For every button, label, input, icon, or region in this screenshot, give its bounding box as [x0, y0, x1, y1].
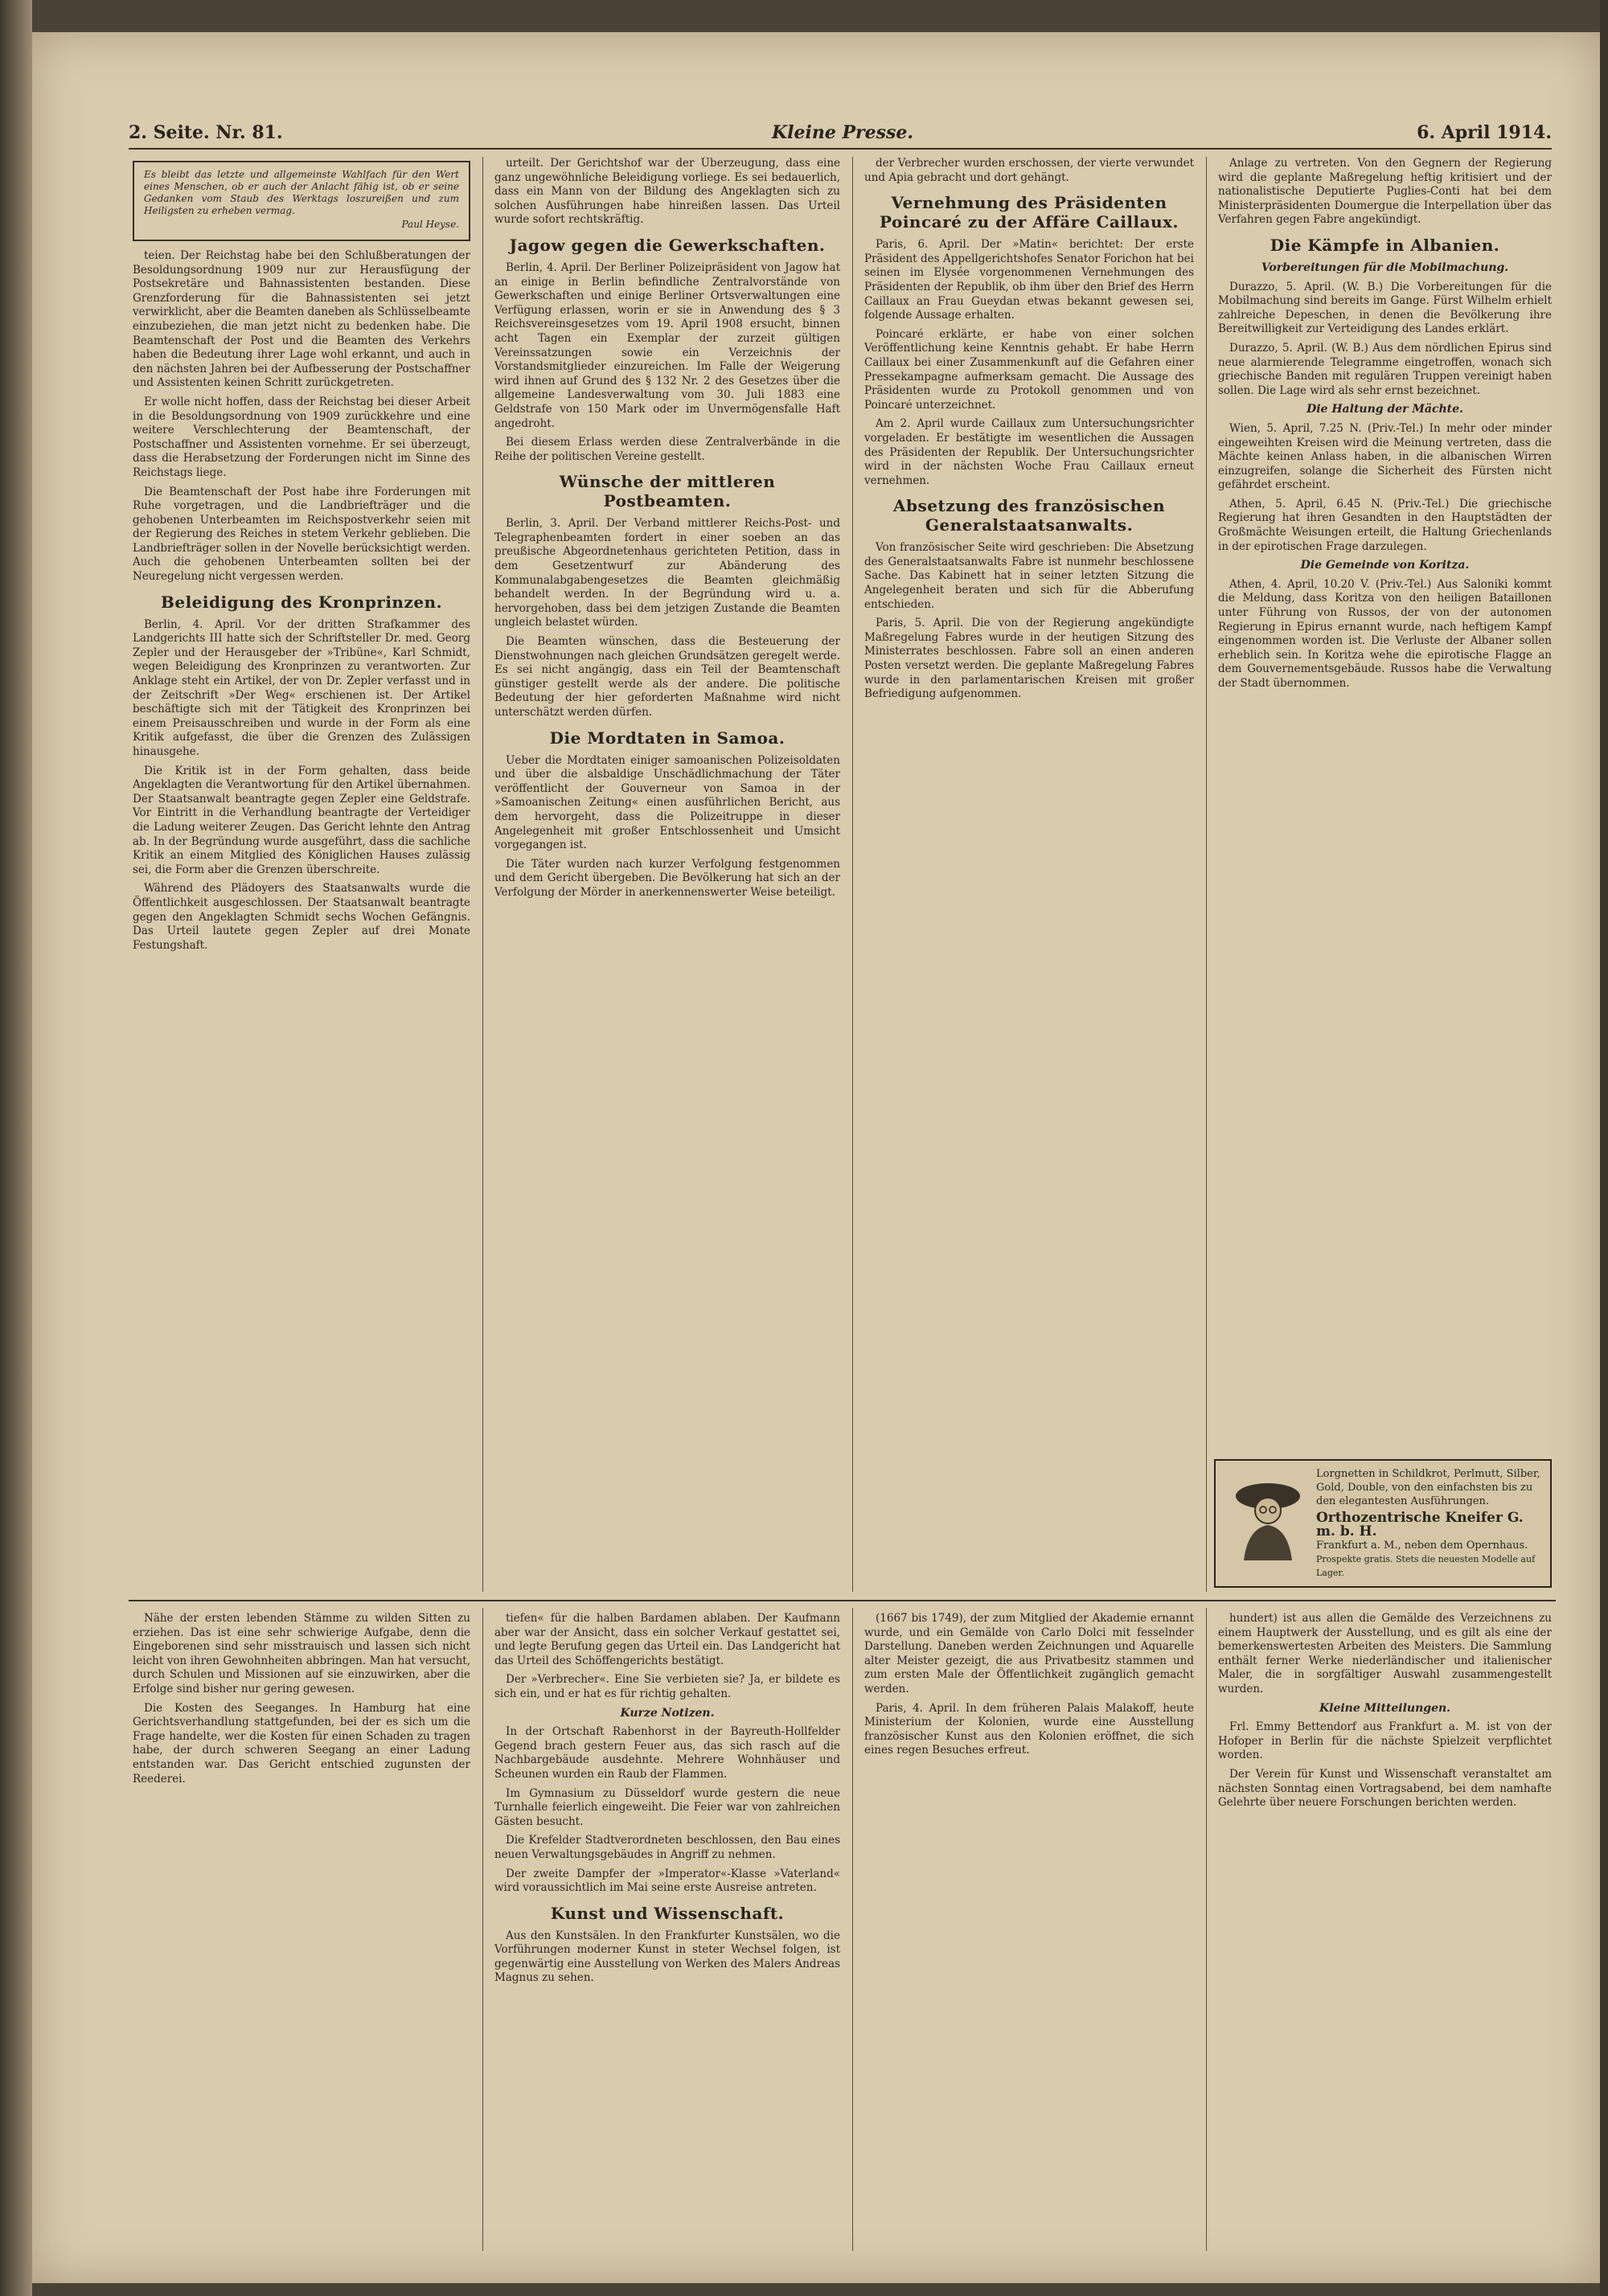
column-rule — [1206, 1608, 1207, 2251]
article-paragraph: Berlin, 4. April. Vor der dritten Strafkammer des Landgerichts III hatte sich der Schriftsteller Dr. med. Georg Zepler und der Herausgeber der »Tribüne«, Karl Schmidt, wegen Beleidigung des Kronprinzen zu verantworten. Zur Anklage steht ein Artikel, der von Dr. Zepler verfasst und in der Zeitschrift »Der Weg« erschienen ist. Der Artikel beschäftigte sich mit der Tätigkeit des Kronprinzen bei einem Preisausschreiben und wurde in der Form als eine Kritik aufgefasst, die über die Grenzen des Zulässigen hinausgehe. — [133, 617, 470, 758]
column-3 — [864, 157, 1194, 1592]
ad-brand: Orthozentrische Kneifer G. m. b. H. — [1316, 1510, 1524, 1540]
subhead-mobilmachung: Vorbereitungen für die Mobilmachung. — [1261, 260, 1509, 274]
article-paragraph: der Verbrecher wurden erschossen, der vierte verwundet und Apia gebracht und dort gehängt. — [864, 157, 1194, 184]
headline-poincare: Vernehmung des Präsidenten Poincaré zu der Affäre Caillaux. — [879, 193, 1179, 232]
article-paragraph: Während des Plädoyers des Staatsanwalts wurde die Öffentlichkeit ausgeschlossen. Der Staatsanwalt beantragte gegen den Angeklagten Schmidt sechs Wochen Gefängnis. Das Urteil lautete gegen Zepler auf drei Monate Festungshaft. — [133, 882, 470, 952]
article-paragraph: Durazzo, 5. April. (W. B.) Die Vorbereitungen für die Mobilmachung sind bereits im Gange. Fürst Wilhelm erhielt zahlreiche Depeschen, in denen die Bevölkerung ihre Bereitwilligkeit zur Verteidigung des Landes erklärt. — [1218, 280, 1552, 336]
feuilleton-column-3 — [864, 1612, 1194, 2247]
masthead-title: Kleine Presse. — [772, 122, 914, 143]
column-rule — [852, 157, 853, 1592]
headline-generalstaatsanwalt: Absetzung des französischen Generalstaatsanwalts. — [893, 496, 1165, 535]
article-paragraph: Die Beamtenschaft der Post habe ihre Forderungen mit Ruhe vorgetragen, und die Landbriefträger und die gehobenen Unterbeamten im Reichspostverkehr seien mit der Regierung des Reiches in stetem Verkehr geblieben. Die Landbriefträger sollen in der Novelle berücksichtigt werden. Auch die gehobenen Unterbeamten sollten bei der Neuregelung nicht vergessen werden. — [133, 485, 470, 584]
feuilleton-column-4 — [1218, 1612, 1552, 2247]
article-paragraph: Ueber die Mordtaten einiger samoanischen Polizeisoldaten und über die alsbaldige Unschädlichmachung der Täter veröffentlicht der Gouverneur von Samoa in der »Samoanischen Zeitung« einen ausführlichen Bericht, aus dem hervorgeht, dass die Polizeitruppe in dieser Angelegenheit mit großer Entschlossenheit und Umsicht vorgegangen ist. — [494, 753, 840, 852]
feuilleton-paragraph: Die Krefelder Stadtverordneten beschlossen, den Bau eines neuen Verwaltungsgebäudes in Angriff zu nehmen. — [494, 1834, 840, 1861]
motto-quote-box — [133, 161, 470, 241]
article-paragraph: Poincaré erklärte, er habe von einer solchen Veröffentlichung keine Kenntnis gehabt. Er habe Herrn Caillaux bei einer Zusammenkunft auf die Gefahren einer Pressekampagne aufmerksam gemacht. Die Aussage des Präsidenten wurde zu Protokoll genommen und von Poincaré unterzeichnet. — [864, 327, 1194, 412]
article-paragraph: Berlin, 4. April. Der Berliner Polizeipräsident von Jagow hat an einige in Berlin befindliche Zentralvorstände von Gewerkschaften und einige Berliner Ortsverwaltungen eine Verfügung erlassen, worin er sie in Anwendung des § 3 Reichsvereinsgesetzes vom 19. April 1908 ersucht, binnen acht Tagen ein Exemplar der zurzeit gültigen Vereinssatzungen sowie ein Verzeichnis der Vorstandsmitglieder einzureichen. Im Falle der Weigerung wird ihnen auf Grund des § 132 Nr. 2 des Gesetzes über die allgemeine Landesverwaltung vom 30. Juli 1883 eine Geldstrafe von 150 Mark oder im Unvermögensfalle Haft angedroht. — [494, 260, 840, 430]
article-paragraph: Anlage zu vertreten. Von den Gegnern der Regierung wird die geplante Maßregelung heftig kritisiert und der nationalistische Deputierte Puglies-Conti hat bei dem Ministerpräsidenten Doumergue die Interpellation über das Verfahren gegen Fabre angekündigt. — [1218, 157, 1552, 227]
article-paragraph: Durazzo, 5. April. (W. B.) Aus dem nördlichen Epirus sind neue alarmierende Telegramme eingetroffen, wonach sich griechische Banden mit regulären Truppen vereinigt haben sollen. Die Lage wird als sehr ernst bezeichnet. — [1218, 341, 1552, 397]
masthead-date: 6. April 1914. — [1417, 122, 1552, 143]
feuilleton-paragraph: hundert) ist aus allen die Gemälde des Verzeichnens zu einem Hauptwerk der Ausstellung, und es gilt als eine der bemerkenswertesten Arbeiten des Meisters. Die Sammlung enthält ferner Werke niederländischer und italienischer Maler, die in sorgfältiger Auswahl zusammengestellt wurden. — [1218, 1612, 1552, 1695]
article-paragraph: Athen, 4. April, 10.20 V. (Priv.-Tel.) Aus Saloniki kommt die Meldung, dass Koritza von den heiligen Bataillonen unter Führung von Russos, der von der autonomen Regierung in Epirus ernannt wurde, nach heftigem Kampf eingenommen worden ist. Die Verluste der Albaner sollen erheblich sein. In Koritza wehe die epirotische Flagge an dem Gouvernementsgebäude. Russos habe die Verwaltung der Stadt übernommen. — [1218, 577, 1552, 690]
feuilleton-paragraph: Frl. Emmy Bettendorf aus Frankfurt a. M. ist von der Hofoper in Berlin für die nächste Spielzeit verpflichtet worden. — [1218, 1720, 1552, 1762]
masthead — [129, 121, 1552, 150]
article-paragraph: Bei diesem Erlass werden diese Zentralverbände in die Reihe der politischen Vereine gestellt. — [494, 436, 840, 463]
headline-kleine-mitteilungen: Kleine Mitteilungen. — [1319, 1701, 1451, 1715]
motto-quote-signature: Paul Heyse. — [401, 219, 459, 230]
article-paragraph: Die Beamten wünschen, dass die Besteuerung der Dienstwohnungen nach gleichen Grundsätzen geregelt werde. Es sei nicht angängig, dass ein Teil der Beamtenschaft günstiger gestellt werde als der andere. Die politische Bedeutung der hier geforderten Maßnahme wird nicht unterschätzt werden dürfen. — [494, 635, 840, 719]
masthead-page-number: 2. Seite. Nr. 81. — [129, 122, 283, 143]
headline-albanien: Die Kämpfe in Albanien. — [1270, 235, 1500, 255]
article-paragraph: Athen, 5. April, 6.45 N. (Priv.-Tel.) Die griechische Regierung hat ihren Gesandten in den Hauptstädten der Großmächte Weisungen erteilt, die Haltung Griechenlands in der epirotischen Frage darzulegen. — [1218, 497, 1552, 553]
article-paragraph: Am 2. April wurde Caillaux zum Untersuchungsrichter vorgeladen. Er bestätigte im wesentlichen die Aussagen des Präsidenten der Republik. Der Untersuchungsrichter wird in der nächsten Woche Frau Caillaux erneut vernehmen. — [864, 417, 1194, 487]
article-paragraph: Paris, 6. April. Der »Matin« berichtet: Der erste Präsident des Appellgerichtshofes Senator Forichon hat bei seinen im Elysée vorgenommenen Vernehmungen des Präsidenten der Republik, ob ihm über den Brief des Herrn Caillaux an Frau Gueydan etwas bekannt gewesen sei, folgende Aussage erhalten. — [864, 238, 1194, 322]
column-rule — [852, 1608, 853, 2251]
subhead-koritza: Die Gemeinde von Koritza. — [1300, 559, 1470, 572]
column-4 — [1218, 157, 1552, 1451]
article-paragraph: Von französischer Seite wird geschrieben: Die Absetzung des Generalstaatsanwalts Fabre ist nunmehr beschlossene Sache. Das Kabinett hat in seiner letzten Sitzung die Angelegenheit beraten und sich für die Abberufung entschieden. — [864, 541, 1194, 611]
article-paragraph: Die Täter wurden nach kurzer Verfolgung festgenommen und dem Gericht übergeben. Die Bevölkerung hat sich an der Verfolgung der Mörder in anerkennenswerter Weise beteiligt. — [494, 857, 840, 899]
headline-kunst-wissenschaft: Kunst und Wissenschaft. — [550, 1903, 785, 1923]
article-paragraph: Paris, 5. April. Die von der Regierung angekündigte Maßregelung Fabres wurde in der heutigen Sitzung des Ministerrates beschlossen. Fabre soll an einen anderen Posten versetzt werden. Die geplante Maßregelung Fabres wurde in den parlamentarischen Kreisen mit großer Befriedigung aufgenommen. — [864, 617, 1194, 701]
scan-right-edge — [1600, 0, 1608, 2296]
feuilleton-paragraph: (1667 bis 1749), der zum Mitglied der Akademie ernannt wurde, und ein Gemälde von Carlo Dolci mit fesselnder Darstellung. Daneben werden Zeichnungen und Aquarelle alter Meister gezeigt, die aus Privatbesitz stammen und zum ersten Male der Öffentlichkeit zugänglich gemacht werden. — [864, 1612, 1194, 1695]
article-paragraph: Die Kritik ist in der Form gehalten, dass beide Angeklagten die Verantwortung für den Artikel übernahmen. Der Staatsanwalt beantragte gegen Zepler eine Geldstrafe. Vor Eintritt in die Verhandlung beantragte der Verteidiger die Ladung weiterer Zeugen. Das Gericht lehnte den Antrag ab. In der Begründung wurde ausgeführt, dass die sachliche Kritik an einem Mitglied des Königlichen Hauses zulässig sei, die Form aber die Grenzen überschreite. — [133, 764, 470, 876]
feuilleton-paragraph: Der Verein für Kunst und Wissenschaft veranstaltet am nächsten Sonntag einen Vortragsabend, bei dem namhafte Gelehrte über neuere Forschungen berichten werden. — [1218, 1767, 1552, 1810]
feuilleton-paragraph: Der »Verbrecher«. Eine Sie verbieten sie? Ja, er bildete es sich ein, und er hat es für richtig gehalten. — [494, 1673, 840, 1700]
column-2 — [494, 157, 840, 1592]
motto-quote-text: Es bleibt das letzte und allgemeinste Wahlfach für den Wert eines Menschen, ob er auch der Anlacht fähig ist, ob er seine Gedanken vom Staub des Werktags loszureißen und zum Heiligsten zu erheben vermag. — [144, 169, 459, 216]
feuilleton-paragraph: Nähe der ersten lebenden Stämme zu wilden Sitten zu erziehen. Das ist eine sehr schwierige Aufgabe, denn die Eingeborenen sind sehr misstrauisch und lassen sich nicht leicht von ihren Gewohnheiten abbringen. Man hat versucht, durch Schulen und Missionen auf sie einzuwirken, aber die Erfolge sind bisher nur gering gewesen. — [133, 1612, 470, 1695]
feuilleton-paragraph: In der Ortschaft Rabenhorst in der Bayreuth-Hollfelder Gegend brach gestern Feuer aus, das sich rasch auf die Nachbargebäude ausdehnte. Mehrere Wohnhäuser und Scheunen wurden ein Raub der Flammen. — [494, 1725, 840, 1781]
ad-note: Prospekte gratis. Stets die neuesten Modelle auf Lager. — [1316, 1554, 1536, 1578]
article-paragraph: Er wolle nicht hoffen, dass der Reichstag bei dieser Arbeit in die Besoldungsordnung von 1909 zurückkehre und eine weitere Verschlechterung der Beamtenschaft, der Postschaffner und Assistenten vornehme. Er sei überzeugt, dass die Herabsetzung der Forderungen nicht im Sinne des Reichstags liege. — [133, 395, 470, 479]
feuilleton-column-1 — [133, 1612, 470, 2247]
feuilleton-paragraph: tiefen« für die halben Bardamen ablaben. Der Kaufmann aber war der Ansicht, dass ein solcher Verkauf gestattet sei, und legte Berufung gegen das Urteil ein. Das Landgericht hat das Urteil des Schöffengerichts bestätigt. — [494, 1612, 840, 1667]
column-rule — [482, 1608, 483, 2251]
article-paragraph: Wien, 5. April, 7.25 N. (Priv.-Tel.) In mehr oder minder eingeweihten Kreisen wird die Meinung vertreten, dass die Mächte keinen Anlass haben, in die albanischen Wirren einzugreifen, solange die Sicherheit des Fürsten nicht gefährdet erscheint. — [1218, 421, 1552, 492]
advertisement-lorgnetten — [1214, 1459, 1552, 1588]
column-1 — [133, 249, 470, 1592]
ad-address: Frankfurt a. M., neben dem Opernhaus. — [1316, 1540, 1528, 1552]
feuilleton-divider — [129, 1600, 1556, 1601]
column-rule — [482, 157, 483, 1592]
headline-samoa: Die Mordtaten in Samoa. — [549, 728, 786, 748]
ad-headline: Lorgnetten in Schildkrot, Perlmutt, Silber, Gold, Double, von den einfachsten bis zu den elegantesten Ausführungen. — [1316, 1468, 1540, 1507]
article-paragraph: urteilt. Der Gerichtshof war der Überzeugung, dass eine ganz ungewöhnliche Beleidigung vorliege. Es sei bedauerlich, dass ein Mann von der Bildung des Angeklagten sich zu solchen Ausführungen habe hinreißen lassen. Das Urteil wurde sofort rechtskräftig. — [494, 157, 840, 227]
feuilleton-paragraph: Im Gymnasium zu Düsseldorf wurde gestern die neue Turnhalle feierlich eingeweiht. Die Feier war von zahlreichen Gästen besucht. — [494, 1786, 840, 1828]
headline-jagow: Jagow gegen die Gewerkschaften. — [509, 235, 826, 255]
subhead-maechte: Die Haltung der Mächte. — [1306, 403, 1463, 416]
article-paragraph: teien. Der Reichstag habe bei den Schlußberatungen der Besoldungsordnung 1909 nur zur Herausfügung der Postsekretäre und Bahnassistenten bestanden. Diese Grenzforderung für die Bahnassistenten sei jetzt verwirklicht, aber die Beamten daneben als Schlüsselbeamte einzubeziehen, die man jetzt nicht zu bedenken habe. Die Beamtenschaft der Post und die Beamten des Verkehrs haben die Bedeutung ihrer Lage wohl erkannt, und auch in den nächsten Jahren bei der Aufbesserung der Postschaffner und Assistenten keinen Schritt zurückgetreten. — [133, 249, 470, 390]
feuilleton-column-2 — [494, 1612, 840, 2247]
headline-beleidigung: Beleidigung des Kronprinzen. — [160, 592, 443, 612]
feuilleton-paragraph: Der zweite Dampfer der »Imperator«-Klasse »Vaterland« wird voraussichtlich im Mai seine erste Ausreise antreten. — [494, 1867, 840, 1895]
lady-portrait-icon — [1224, 1472, 1312, 1560]
article-paragraph: Berlin, 3. April. Der Verband mittlerer Reichs-Post- und Telegraphenbeamten fordert in einer soeben an das preußische Abgeordnetenhaus gerichteten Petition, dass in dem Gesetzentwurf zur Abänderung des Kommunalabgabengesetzes die Beamten gleichmäßig behandelt werden. In der Begründung wird u. a. hervorgehoben, dass bei dem jetzigen Zustande die Beamten ungleich belastet würden. — [494, 517, 840, 629]
feuilleton-paragraph: Aus den Kunstsälen. In den Frankfurter Kunstsälen, wo die Vorführungen moderner Kunst in steter Wechsel folgen, ist gegenwärtig eine Ausstellung von Werken des Malers Andreas Magnus zu sehen. — [494, 1929, 840, 1985]
column-rule — [1206, 157, 1207, 1592]
feuilleton-paragraph: Paris, 4. April. In dem früheren Palais Malakoff, heute Ministerium der Kolonien, wurde eine Ausstellung französischer Kunst aus den Kolonien eröffnet, die sich eines regen Besuches erfreut. — [864, 1701, 1194, 1757]
feuilleton-paragraph: Die Kosten des Seeganges. In Hamburg hat eine Gerichtsverhandlung stattgefunden, bei der es sich um die Frage handelte, wer die Kosten für einen Schaden zu tragen habe, der durch schweren Seegang an einer Ladung entstanden war. Das Gericht entschied zugunsten der Reederei. — [133, 1701, 470, 1786]
headline-kurze-notizen: Kurze Notizen. — [620, 1706, 715, 1720]
headline-postbeamten: Wünsche der mittleren Postbeamten. — [559, 472, 776, 511]
scan-left-edge — [0, 0, 32, 2296]
